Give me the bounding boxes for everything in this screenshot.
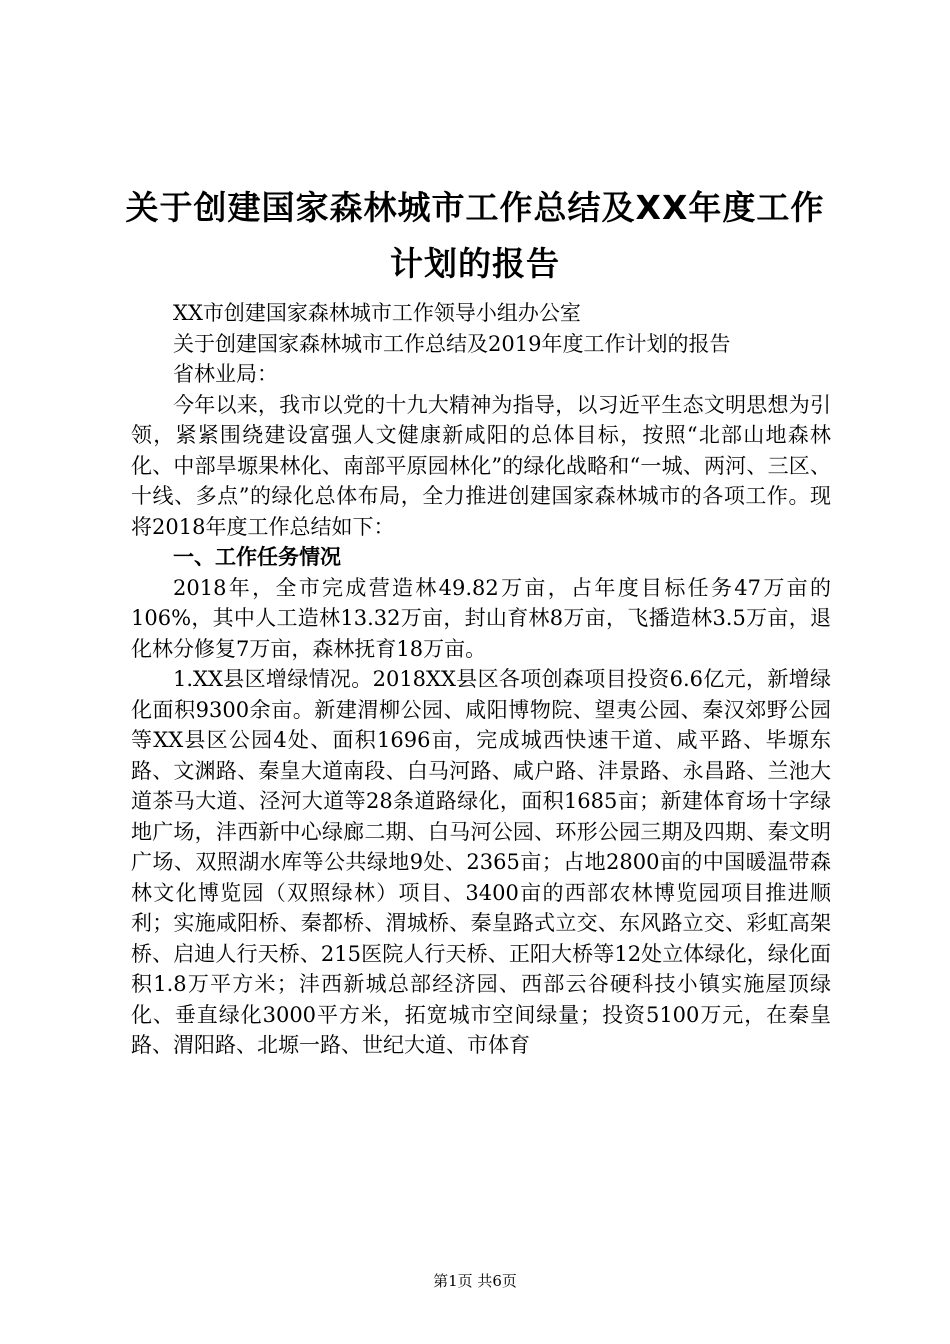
intro-paragraph: 今年以来，我市以党的十九大精神为指导，以习近平生态文明思想为引领，紧紧围绕建设富强人文健康新咸阳的总体目标，按照“北部山地森林化、中部旱塬果林化、南部平原园林化”的绿化战略和“一城、两河、三区、十线、多点”的绿化总体布局，全力推进创建国家森林城市的各项工作。现将2018年度工作总结如下： xyxy=(131,392,831,539)
section-paragraph: 2018年，全市完成营造林49.82万亩，占年度目标任务47万亩的106%，其中人工造林13.32万亩，封山育林8万亩，飞播造林3.5万亩，退化林分修复7万亩，森林抚育18万亩。 xyxy=(131,575,831,661)
subject-line: 关于创建国家森林城市工作总结及2019年度工作计划的报告 xyxy=(173,331,731,356)
document-title: 关于创建国家森林城市工作总结及XX年度工作计划的报告 xyxy=(125,188,825,283)
document-body xyxy=(131,298,831,1061)
sender-line: XX市创建国家森林城市工作领导小组办公室 xyxy=(173,301,581,325)
section-paragraph: 1.XX县区增绿情况。2018XX县区各项创森项目投资6.6亿元，新增绿化面积9300余亩。新建渭柳公园、咸阳博物院、望夷公园、秦汉郊野公园等XX县区公园4处、面积1696亩，完成城西快速干道、咸平路、毕塬东路、文渊路、秦皇大道南段、白马河路、咸户路、沣景路、永昌路、兰池大道茶马大道、泾河大道等28条道路绿化，面积1685亩；新建体育场十字绿地广场，沣西新中心绿廊二期、白马河公园、环形公园三期及四期、秦文明广场、双照湖水库等公共绿地9处、2365亩；占地2800亩的中国暖温带森林文化博览园（双照绿林）项目、3400亩的西部农林博览园项目推进顺利；实施咸阳桥、秦都桥、渭城桥、秦皇路式立交、东风路立交、彩虹高架桥、启迪人行天桥、215医院人行天桥、正阳大桥等12处立体绿化，绿化面积1.8万平方米；沣西新城总部经济园、西部云谷硬科技小镇实施屋顶绿化、垂直绿化3000平方米，拓宽城市空间绿量；投资5100万元，在秦皇路、渭阳路、北塬一路、世纪大道、市体育 xyxy=(131,667,831,1057)
section-heading: 一、工作任务情况 xyxy=(173,545,341,569)
page-footer: 第1页 共6页 xyxy=(433,1272,517,1290)
recipient-line: 省林业局： xyxy=(173,362,278,386)
